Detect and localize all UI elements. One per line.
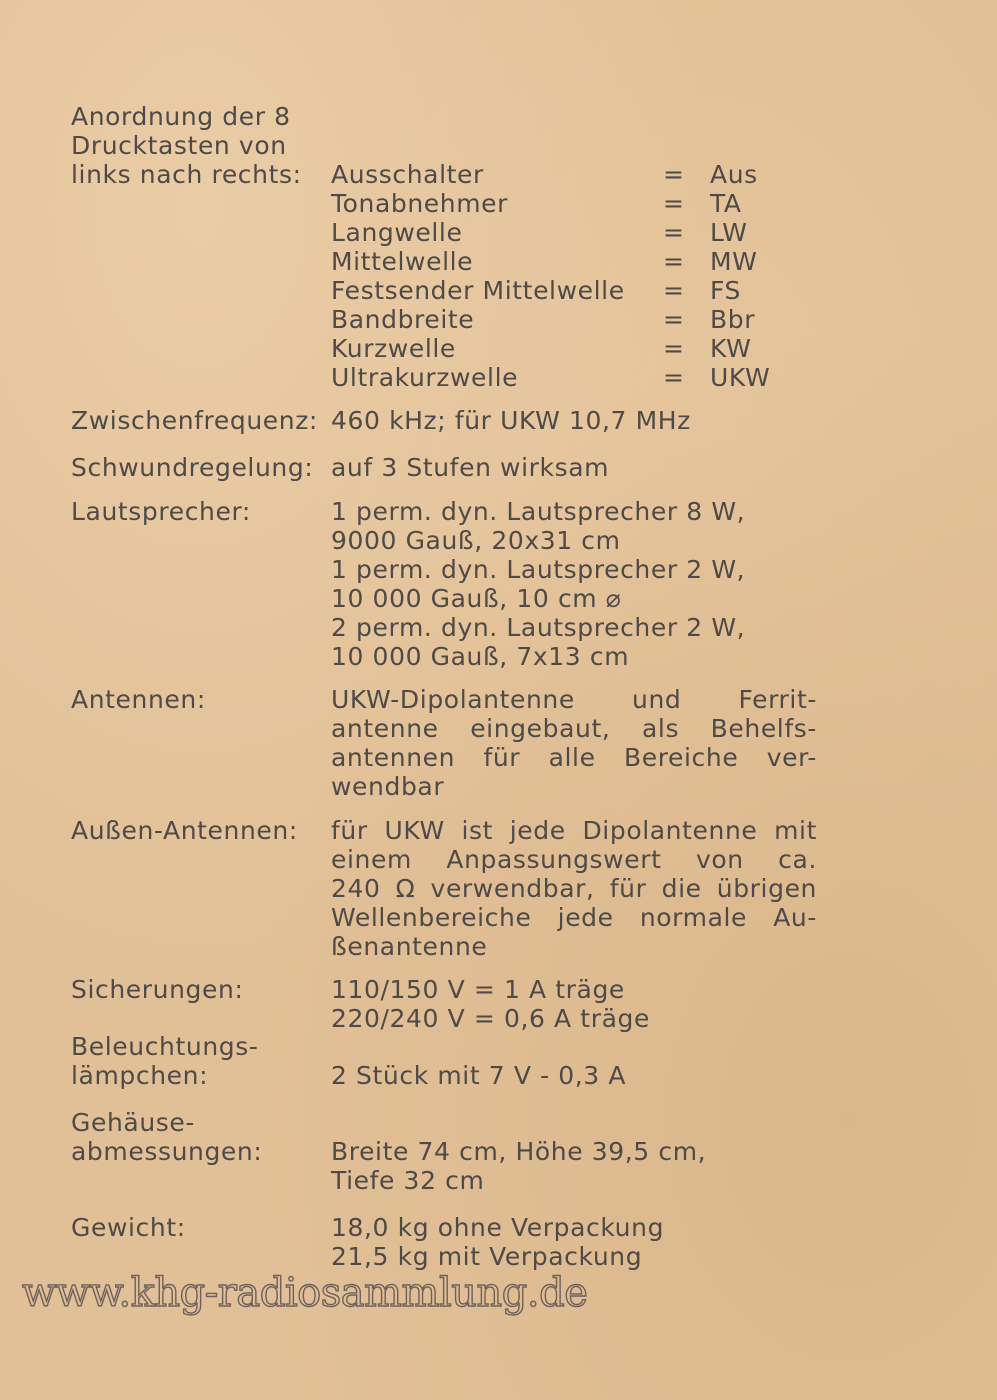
key-equals: =: [663, 363, 685, 392]
drucktasten-label-line-1: Anordnung der 8: [71, 102, 291, 131]
beleuchtung-value: 2 Stück mit 7 V - 0,3 A: [331, 1061, 627, 1090]
key-abbr: KW: [710, 334, 752, 363]
antennen-label: Antennen:: [71, 685, 206, 714]
key-abbr: FS: [710, 276, 742, 305]
antennen-line: antenne eingebaut, als Behelfs-: [331, 714, 817, 743]
beleuchtung-label-line-1: Beleuchtungs-: [71, 1032, 259, 1061]
antennen-line: antennen für alle Bereiche ver-: [331, 743, 817, 772]
antennen-line: UKW-Dipolantenne und Ferrit-: [331, 685, 817, 714]
gewicht-line: 18,0 kg ohne Verpackung: [331, 1213, 665, 1242]
watermark: www.khg-radiosammlung.de: [22, 1270, 588, 1316]
aussen-antennen-line: einem Anpassungswert von ca.: [331, 845, 817, 874]
lautsprecher-line: 10 000 Gauß, 10 cm ⌀: [331, 584, 622, 613]
key-name: Ultrakurzwelle: [331, 363, 519, 392]
gewicht-line: 21,5 kg mit Verpackung: [331, 1242, 643, 1271]
key-abbr: MW: [710, 247, 758, 276]
gehaeuse-line: Breite 74 cm, Höhe 39,5 cm,: [331, 1137, 707, 1166]
gehaeuse-label-line-2: abmessungen:: [71, 1137, 263, 1166]
key-name: Bandbreite: [331, 305, 475, 334]
key-name: Langwelle: [331, 218, 463, 247]
key-name: Kurzwelle: [331, 334, 456, 363]
zwischenfrequenz-value: 460 kHz; für UKW 10,7 MHz: [331, 406, 691, 435]
sicherungen-line: 110/150 V = 1 A träge: [331, 975, 625, 1004]
key-abbr: TA: [710, 189, 742, 218]
key-name: Festsender Mittelwelle: [331, 276, 625, 305]
aussen-antennen-label: Außen-Antennen:: [71, 816, 298, 845]
lautsprecher-line: 10 000 Gauß, 7x13 cm: [331, 642, 630, 671]
key-abbr: UKW: [710, 363, 771, 392]
key-abbr: Aus: [710, 160, 758, 189]
lautsprecher-line: 9000 Gauß, 20x31 cm: [331, 526, 621, 555]
lautsprecher-label: Lautsprecher:: [71, 497, 251, 526]
gehaeuse-line: Tiefe 32 cm: [331, 1166, 485, 1195]
aussen-antennen-line: für UKW ist jede Dipolantenne mit: [331, 816, 817, 845]
key-equals: =: [663, 189, 685, 218]
key-name: Tonabnehmer: [331, 189, 509, 218]
antennen-line: wendbar: [331, 772, 445, 801]
lautsprecher-line: 1 perm. dyn. Lautsprecher 2 W,: [331, 555, 746, 584]
key-equals: =: [663, 276, 685, 305]
key-equals: =: [663, 247, 685, 276]
key-equals: =: [663, 218, 685, 247]
schwundregelung-label: Schwundregelung:: [71, 453, 314, 482]
sicherungen-label: Sicherungen:: [71, 975, 244, 1004]
key-abbr: LW: [710, 218, 748, 247]
lautsprecher-line: 1 perm. dyn. Lautsprecher 8 W,: [331, 497, 746, 526]
schwundregelung-value: auf 3 Stufen wirksam: [331, 453, 610, 482]
key-abbr: Bbr: [710, 305, 756, 334]
aussen-antennen-line: ßenantenne: [331, 932, 488, 961]
key-equals: =: [663, 334, 685, 363]
aussen-antennen-line: 240 Ω verwendbar, für die übrigen: [331, 874, 817, 903]
key-name: Ausschalter: [331, 160, 484, 189]
aussen-antennen-line: Wellenbereiche jede normale Au-: [331, 903, 817, 932]
beleuchtung-label-line-2: lämpchen:: [71, 1061, 209, 1090]
key-name: Mittelwelle: [331, 247, 474, 276]
lautsprecher-line: 2 perm. dyn. Lautsprecher 2 W,: [331, 613, 746, 642]
key-equals: =: [663, 305, 685, 334]
sicherungen-line: 220/240 V = 0,6 A träge: [331, 1004, 650, 1033]
gehaeuse-label-line-1: Gehäuse-: [71, 1108, 195, 1137]
key-equals: =: [663, 160, 685, 189]
drucktasten-label-line-2: Drucktasten von: [71, 131, 287, 160]
zwischenfrequenz-label: Zwischenfrequenz:: [71, 406, 318, 435]
gewicht-label: Gewicht:: [71, 1213, 186, 1242]
drucktasten-label-line-3: links nach rechts:: [71, 160, 302, 189]
